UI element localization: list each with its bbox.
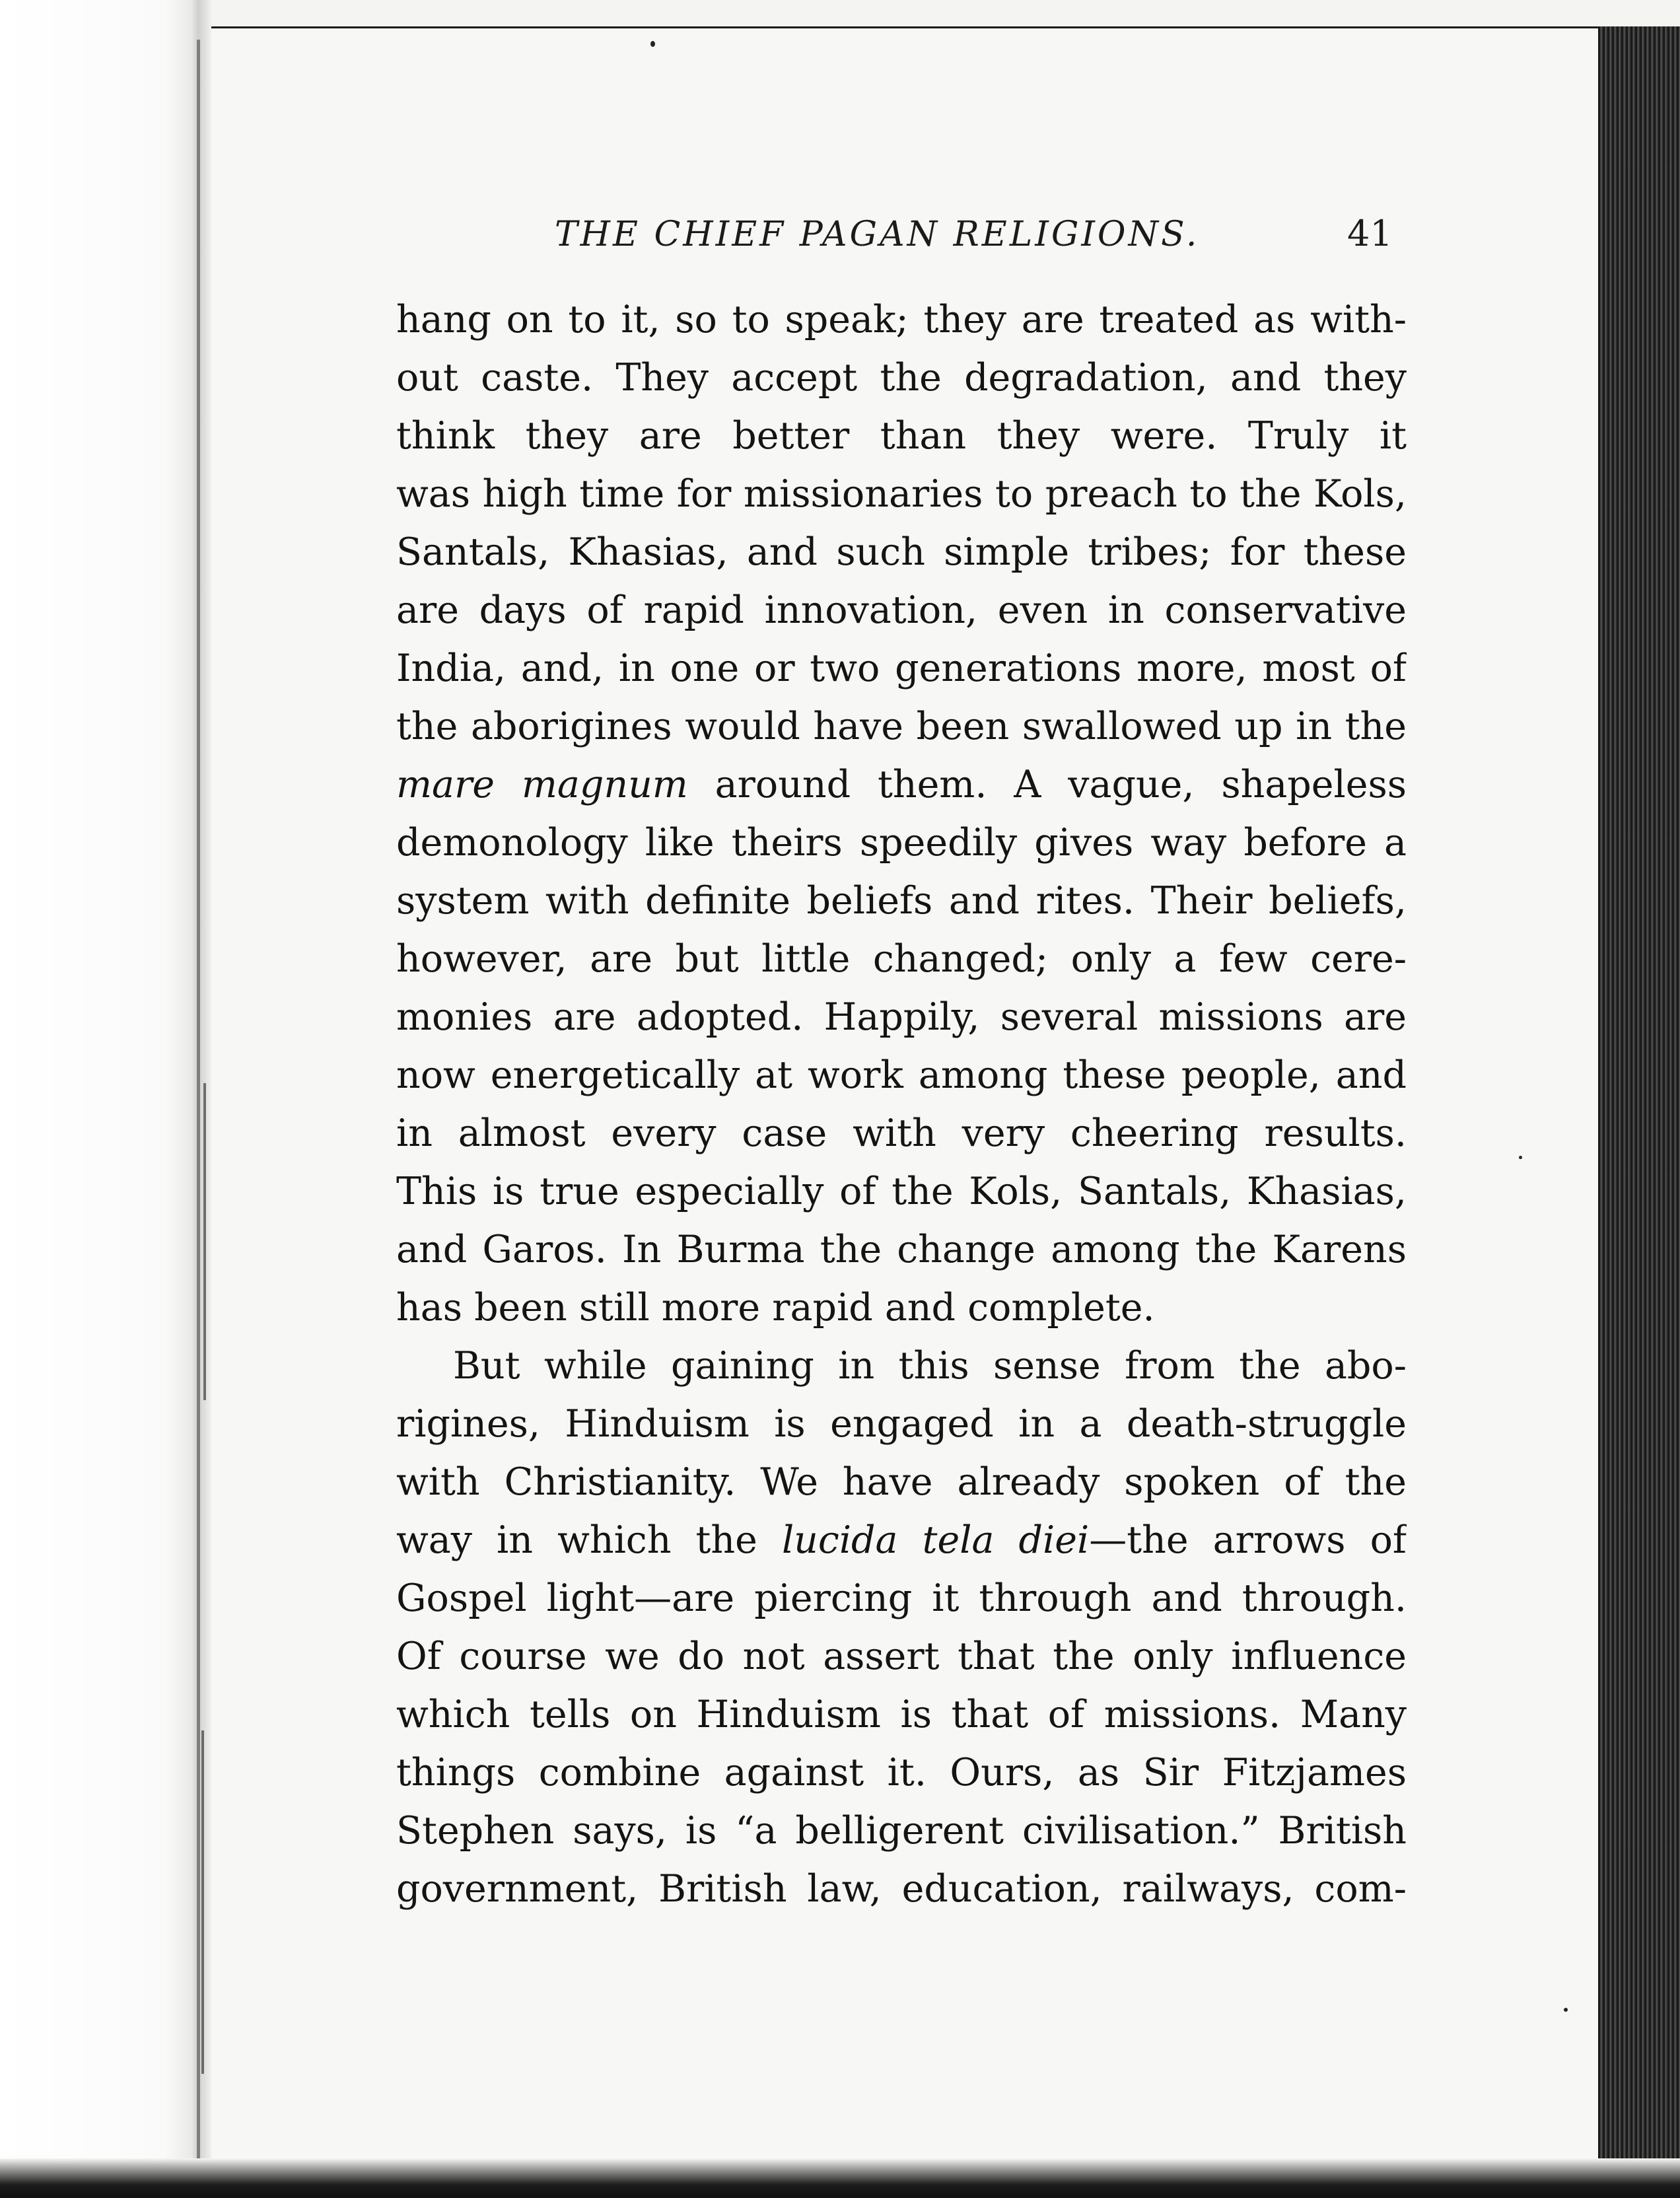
text-line: demonology like theirs speedily gives way before a [396,821,1407,865]
text-line: India, and, in one or two generations more, most of [396,647,1407,690]
text-line: government, British law, education, railways, com- [396,1867,1407,1911]
ink-speck [1519,1156,1522,1159]
text-line: But while gaining in this sense from the abo- [453,1344,1407,1388]
text-line: monies are adopted. Happily, several missions are [396,995,1407,1039]
text-line: Gospel light—are piercing it through and through. [396,1577,1407,1620]
text-run: around them. A vague, shapeless [687,763,1407,806]
running-header: THE CHIEF PAGAN RELIGIONS. [555,215,1200,254]
text-line: system with definite beliefs and rites. Their beliefs, [396,879,1407,923]
page-number: 41 [1347,213,1393,254]
text-line: things combine against it. Ours, as Sir Fitzjames [396,1751,1407,1794]
text-line: think they are better than they were. Truly it [396,414,1407,458]
italic-phrase: mare magnum [396,763,688,806]
text-run: way in which the [396,1518,782,1562]
text-line [396,1511,1407,1569]
ink-speck [650,41,655,47]
text-line: Santals, Khasias, and such simple tribes; for these [396,530,1407,574]
text-line: with Christianity. We have already spoken of the [396,1460,1407,1504]
text-line: now energetically at work among these people, and [396,1053,1407,1097]
scan-bottom-border [0,2158,1680,2198]
gutter-mark [201,1730,204,2074]
ink-speck [1564,2008,1568,2012]
binding-gutter [0,0,211,2198]
text-line [396,756,1407,814]
body-text [396,291,1407,1918]
text-line: out caste. They accept the degradation, and they [396,356,1407,400]
text-line: rigines, Hinduism is engaged in a death-struggle [396,1402,1407,1446]
text-line: the aborigines would have been swallowed up in the [396,705,1407,748]
text-line: in almost every case with very cheering results. [396,1112,1407,1155]
page-edge-stack [1598,26,1680,2198]
text-line: however, are but little changed; only a few cere- [396,937,1407,981]
text-line: Of course we do not assert that the only influence [396,1635,1407,1678]
text-line: hang on to it, so to speak; they are treated as with- [396,298,1407,341]
text-line: This is true especially of the Kols, Santals, Khasias, [396,1170,1407,1213]
text-line: was high time for missionaries to preach to the Kols, [396,472,1407,516]
italic-phrase: lucida tela diei [781,1518,1090,1562]
gutter-mark [203,1083,206,1400]
text-line: and Garos. In Burma the change among the Karens [396,1228,1407,1271]
text-line: are days of rapid innovation, even in conservative [396,588,1407,632]
text-line: has been still more rapid and complete. [396,1286,1155,1329]
gutter-shadow-line [197,40,200,2186]
text-run: —the arrows of [1089,1518,1407,1562]
text-line: which tells on Hinduism is that of missions. Many [396,1693,1407,1736]
text-line: Stephen says, is “a belligerent civilisation.” British [396,1809,1407,1853]
